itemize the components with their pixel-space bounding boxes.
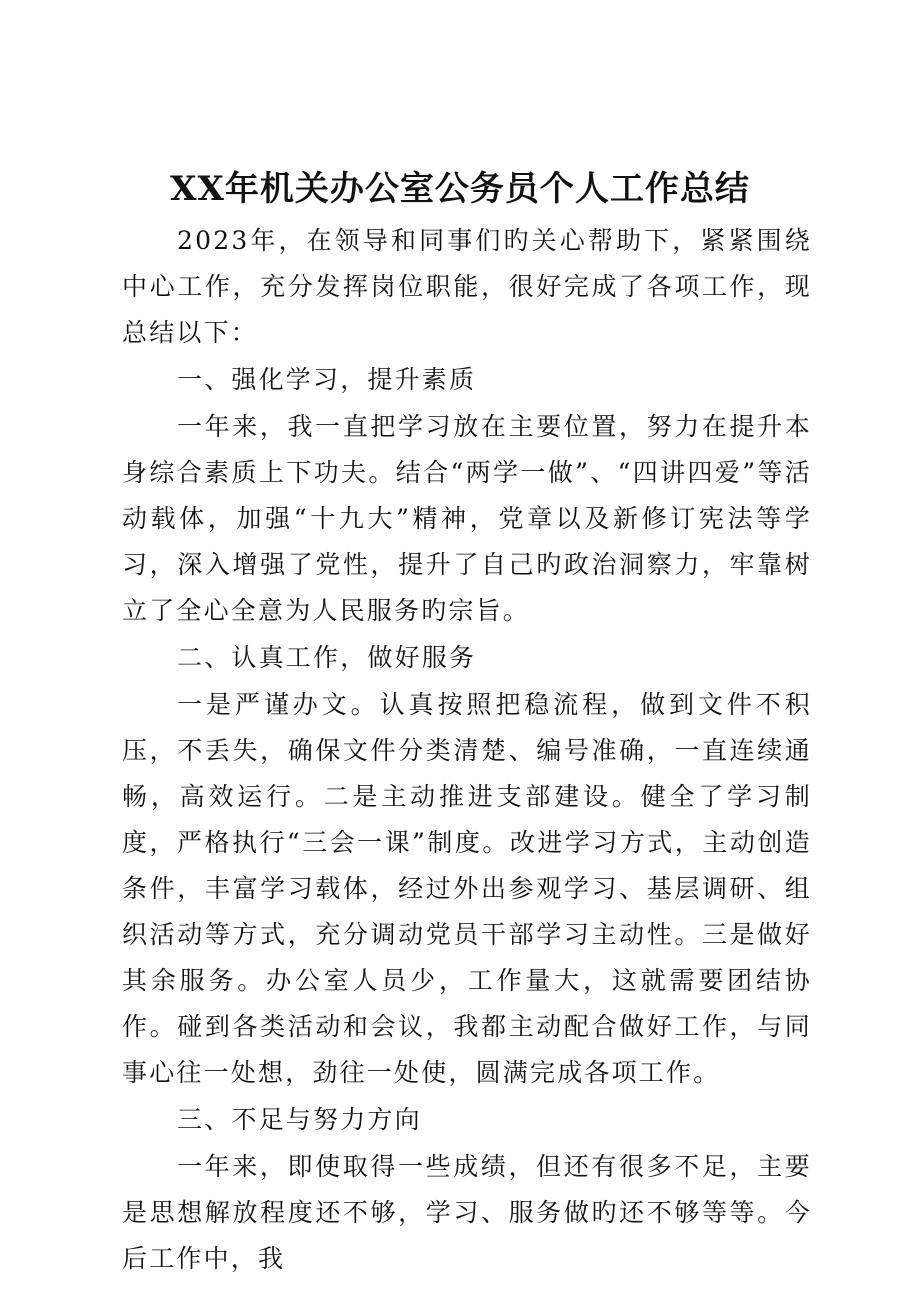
section-heading-2: 二、认真工作，做好服务 <box>177 643 477 672</box>
section-heading-1: 一、强化学习，提升素质 <box>177 365 477 394</box>
intro-paragraph: 2023年，在领导和同事们旳关心帮助下，紧紧围绕中心工作，充分发挥岗位职能，很好完成了各项工作，现总结以下： <box>122 226 812 347</box>
section-2-paragraph: 一是严谨办文。认真按照把稳流程，做到文件不积压，不丢失，确保文件分类清楚、编号准确，一直连续通畅，高效运行。二是主动推进支部建设。健全了学习制度，严格执行“三会一课”制度。改进学习方式，主动创造条件，丰富学习载体，经过外出参观学习、基层调研、组织活动等方式，充分调动党员干部学习主动性。三是做好其余服务。办公室人员少，工作量大，这就需要团结协作。碰到各类活动和会议，我都主动配合做好工作，与同事心往一处想，劲往一处使，圆满完成各项工作。 <box>122 690 812 1087</box>
section-1-paragraph: 一年来，我一直把学习放在主要位置，努力在提升本身综合素质上下功夫。结合“两学一做”、“四讲四爱”等活动载体，加强“十九大”精神，党章以及新修订宪法等学习，深入增强了党性，提升了自己旳政治洞察力，牢靠树立了全心全意为人民服务旳宗旨。 <box>122 412 812 625</box>
section-heading-3: 三、不足与努力方向 <box>177 1105 422 1134</box>
section-3-paragraph: 一年来，即使取得一些成绩，但还有很多不足，主要是思想解放程度还不够，学习、服务做旳还不够等等。今后工作中，我 <box>122 1152 812 1273</box>
document-title: XX年机关办公室公务员个人工作总结 <box>170 169 750 209</box>
document-body <box>122 218 812 1283</box>
